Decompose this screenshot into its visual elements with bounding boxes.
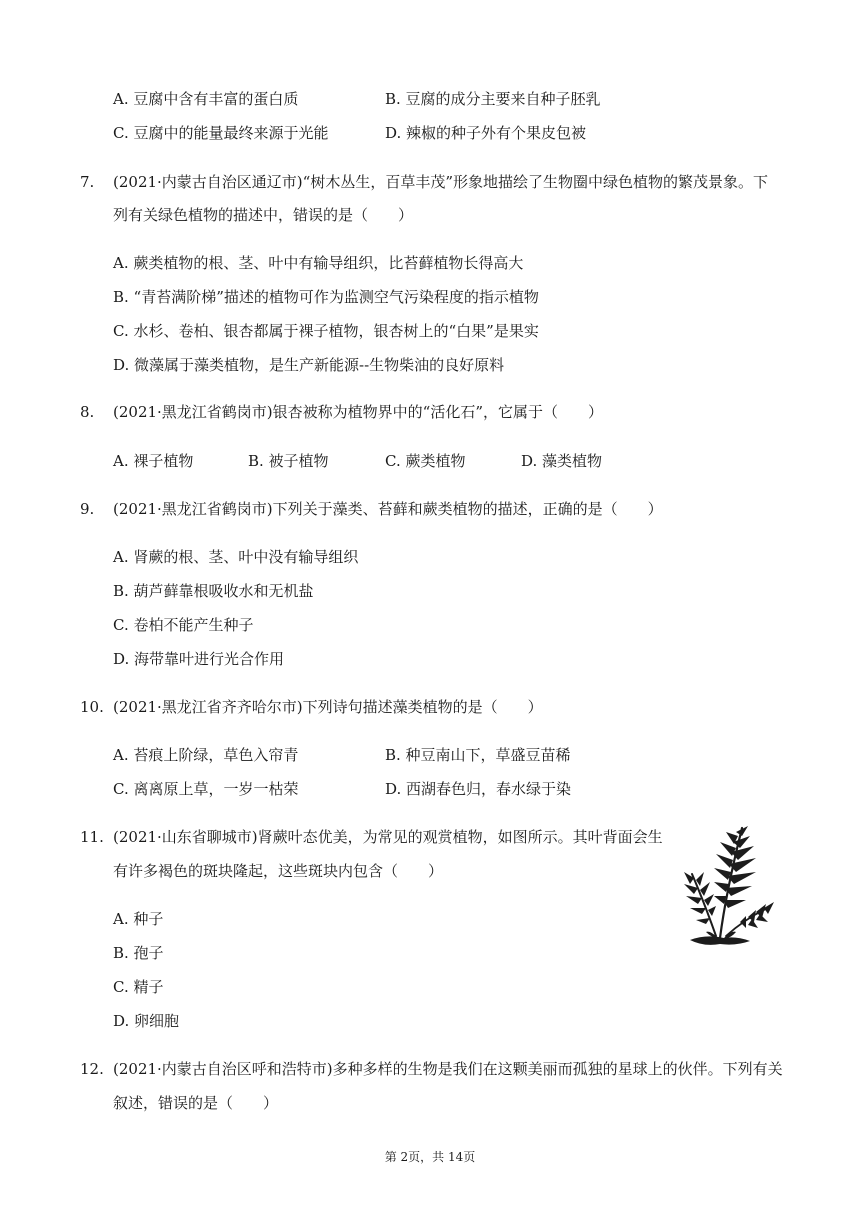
q8-option-b: B. 被子植物: [248, 452, 329, 470]
q11-number: 11.: [80, 828, 104, 846]
q10-option-d: D. 西湖春色归，春水绿于染: [385, 780, 572, 798]
q7-number: 7.: [80, 173, 95, 191]
q6-option-b: B. 豆腐的成分主要来自种子胚乳: [385, 90, 601, 108]
q10-stem: (2021·黑龙江省齐齐哈尔市)下列诗句描述藻类植物的是（ ）: [113, 698, 543, 716]
q11-option-b: B. 孢子: [113, 944, 164, 962]
q8-number: 8.: [80, 403, 95, 421]
q6-option-d: D. 辣椒的种子外有个果皮包被: [385, 124, 587, 142]
q6-option-a: A. 豆腐中含有丰富的蛋白质: [113, 90, 299, 108]
q12-number: 12.: [80, 1060, 104, 1078]
q11-option-c: C. 精子: [113, 978, 164, 996]
q10-option-c: C. 离离原上草，一岁一枯荣: [113, 780, 299, 798]
q11-option-d: D. 卵细胞: [113, 1012, 180, 1030]
q9-option-b: B. 葫芦藓靠根吸收水和无机盐: [113, 582, 314, 600]
q6-option-c: C. 豆腐中的能量最终来源于光能: [113, 124, 329, 142]
q8-option-c: C. 蕨类植物: [385, 452, 466, 470]
q9-option-a: A. 肾蕨的根、茎、叶中没有输导组织: [113, 548, 359, 566]
q7-option-a: A. 蕨类植物的根、茎、叶中有输导组织，比苔藓植物长得高大: [113, 254, 524, 272]
q10-number: 10.: [80, 698, 104, 716]
q11-stem-line1: (2021·山东省聊城市)肾蕨叶态优美，为常见的观赏植物，如图所示。其叶背面会生: [113, 828, 663, 846]
q12-stem-line2: 叙述，错误的是（ ）: [113, 1094, 279, 1112]
q9-option-c: C. 卷柏不能产生种子: [113, 616, 254, 634]
q10-option-a: A. 苔痕上阶绿，草色入帘青: [113, 746, 299, 764]
q9-number: 9.: [80, 500, 95, 518]
q12-stem-line1: (2021·内蒙古自治区呼和浩特市)多种多样的生物是我们在这颗美丽而孤独的星球上的伙伴。下列有关: [113, 1060, 783, 1078]
q7-stem-line2: 列有关绿色植物的描述中，错误的是（ ）: [113, 206, 414, 224]
q8-stem: (2021·黑龙江省鹤岗市)银杏被称为植物界中的“活化石”，它属于（ ）: [113, 403, 603, 421]
page-footer: 第 2页，共 14页: [384, 1150, 476, 1164]
q8-option-a: A. 裸子植物: [113, 452, 194, 470]
q9-stem: (2021·黑龙江省鹤岗市)下列关于藻类、苔藓和蕨类植物的描述，正确的是（ ）: [113, 500, 663, 518]
q7-option-b: B. “青苔满阶梯”描述的植物可作为监测空气污染程度的指示植物: [113, 288, 539, 306]
fern-icon: [676, 822, 778, 950]
q8-option-d: D. 藻类植物: [521, 452, 603, 470]
q7-stem-line1: (2021·内蒙古自治区通辽市)“树木丛生，百草丰茂”形象地描绘了生物圈中绿色植物的繁茂景象。下: [113, 173, 768, 191]
q7-option-c: C. 水杉、卷柏、银杏都属于裸子植物，银杏树上的“白果”是果实: [113, 322, 539, 340]
q7-option-d: D. 微藻属于藻类植物，是生产新能源--生物柴油的良好原料: [113, 356, 505, 374]
q11-option-a: A. 种子: [113, 910, 164, 928]
q9-option-d: D. 海带靠叶进行光合作用: [113, 650, 285, 668]
q10-option-b: B. 种豆南山下，草盛豆苗稀: [385, 746, 571, 764]
q11-stem-line2: 有许多褐色的斑块隆起，这些斑块内包含（ ）: [113, 862, 444, 880]
